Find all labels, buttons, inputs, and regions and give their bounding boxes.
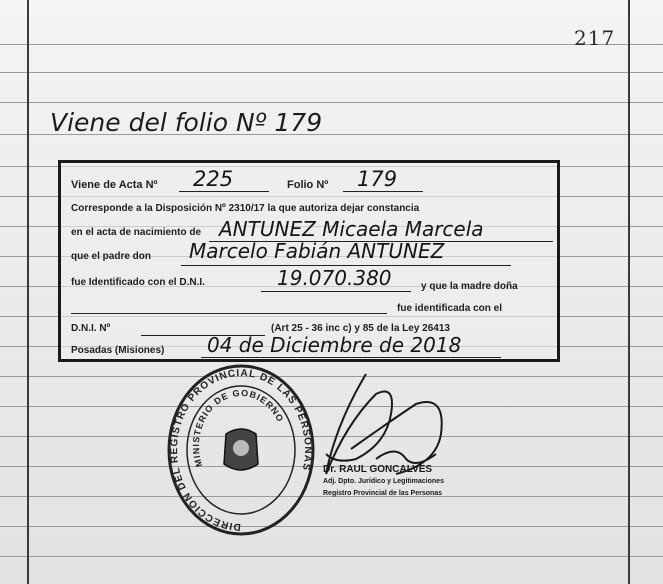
- signer-block: [323, 464, 444, 500]
- seal-inner-text: MINISTERIO DE GOBIERNO: [190, 387, 286, 469]
- ruled-line: [0, 44, 663, 45]
- page-number: 217: [574, 26, 616, 50]
- ruled-line: [0, 102, 663, 103]
- signer-office: Registro Provincial de las Personas: [323, 490, 443, 497]
- seal-outer-text: DIRECCION DEL REGISTRO PROVINCIAL DE LAS PERSONAS: [169, 367, 314, 533]
- official-seal: [166, 364, 316, 540]
- corresponde-text: Corresponde a la Disposición Nº 2310/17 la que autoriza dejar constancia: [71, 203, 420, 214]
- acta-value: 225: [193, 167, 234, 191]
- ruled-line: [0, 556, 663, 557]
- acta-label: Viene de Acta Nº: [71, 179, 158, 191]
- date-value: 04 de Diciembre de 2018: [207, 333, 462, 357]
- child-name: ANTUNEZ Micaela Marcela: [219, 217, 484, 241]
- heading-viene-del-folio: Viene del folio Nº 179: [50, 108, 323, 137]
- folio-value: 179: [357, 167, 398, 191]
- dni-label: D.N.I. Nº: [71, 323, 111, 334]
- madre-fill-line: [71, 313, 387, 314]
- folio-label: Folio Nº: [287, 179, 329, 191]
- date-fill-line: [201, 357, 501, 358]
- en-acta-label: en el acta de nacimiento de: [71, 227, 202, 238]
- madre-label: y que la madre doña: [421, 281, 518, 292]
- right-margin-line: [628, 0, 630, 584]
- rubber-stamp-box: [58, 160, 560, 362]
- dni-value: 19.070.380: [277, 266, 392, 290]
- padre-label: que el padre don: [71, 251, 152, 262]
- signer-name: Dr. RAUL GONCALVES: [323, 464, 433, 475]
- father-name: Marcelo Fabián ANTUNEZ: [189, 239, 445, 263]
- folio-fill-line: [343, 191, 423, 192]
- dni-fill-line: [261, 291, 411, 292]
- identificada-label: fue identificada con el: [397, 303, 503, 314]
- signer-title: Adj. Dpto. Jurídico y Legitimaciones: [323, 478, 444, 485]
- ruled-line: [0, 526, 663, 527]
- identificado-label: fue Identificado con el D.N.I.: [71, 277, 205, 288]
- ruled-line: [0, 72, 663, 73]
- left-margin-line: [27, 0, 29, 584]
- articulo-text: (Art 25 - 36 inc c) y 85 de la Ley 26413: [271, 323, 450, 334]
- acta-fill-line: [179, 191, 269, 192]
- posadas-label: Posadas (Misiones): [71, 345, 165, 356]
